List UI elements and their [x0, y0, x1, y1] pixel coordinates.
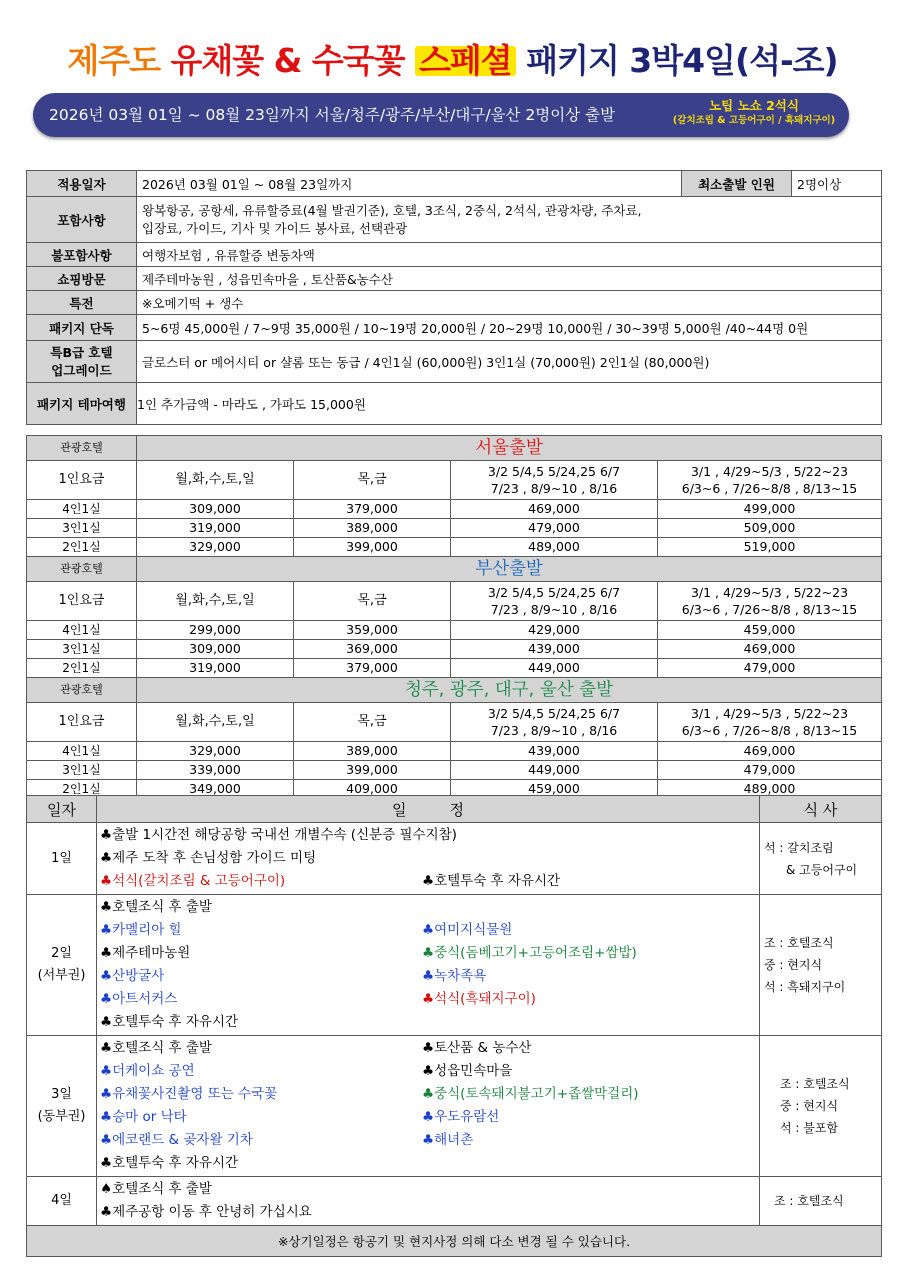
room-type: 4인1실 [27, 621, 137, 640]
banner-badge [669, 97, 839, 128]
room-type: 2인1실 [27, 659, 137, 678]
col-peak-2-line-2: 6/3~6 , 7/26~8/8 , 8/13~15 [681, 481, 858, 496]
day-2-item: ♣산방굴사 [100, 968, 165, 984]
day-2-items [97, 895, 760, 1036]
price-weekday: 319,000 [137, 659, 294, 678]
day-2-meals [760, 895, 882, 1036]
day-2-label [27, 895, 97, 1036]
price-peak-2: 459,000 [658, 621, 882, 640]
hotel-label: 관광호텔 [27, 678, 137, 703]
room-type: 4인1실 [27, 500, 137, 519]
col-weekday: 월,화,수,토,일 [137, 703, 294, 742]
meal-item: 조 : 호텔조식 [774, 1194, 844, 1208]
price-peak-1: 449,000 [451, 761, 658, 780]
price-thu-fri: 389,000 [294, 519, 451, 538]
price-peak-2: 519,000 [658, 538, 882, 557]
day-1-item: ♣호텔투숙 후 자유시간 [422, 873, 561, 889]
price-weekday: 299,000 [137, 621, 294, 640]
upgrade-label-line-2: 업그레이드 [51, 362, 112, 378]
price-peak-2: 479,000 [658, 761, 882, 780]
per-person-label: 1인요금 [27, 461, 137, 500]
price-row [27, 500, 882, 519]
day-3-meals [760, 1036, 882, 1177]
meal-item: 석 : 갈치조림 [764, 840, 834, 855]
schedule-header-meal: 식 사 [760, 796, 882, 823]
include-value [137, 197, 882, 243]
col-thu-fri: 목,금 [294, 582, 451, 621]
price-thu-fri: 399,000 [294, 538, 451, 557]
theme-value: 1인 추가금액 - 마라도 , 가파도 15,000원 [137, 383, 882, 425]
col-thu-fri: 목,금 [294, 461, 451, 500]
col-peak-2-line-1: 3/1 , 4/29~5/3 , 5/22~23 [690, 706, 849, 721]
schedule-header-day: 일자 [27, 796, 97, 823]
price-thu-fri: 359,000 [294, 621, 451, 640]
col-peak-2-line-2: 6/3~6 , 7/26~8/8 , 8/13~15 [681, 723, 858, 738]
col-peak-2-line-1: 3/1 , 4/29~5/3 , 5/22~23 [690, 464, 849, 479]
day-3-item: ♣토산품 & 농수산 [422, 1040, 532, 1056]
day-3-item: ♣우도유람선 [422, 1109, 500, 1125]
schedule-header-itinerary: 일 정 [97, 796, 760, 823]
price-row [27, 659, 882, 678]
day-1-item: ♣출발 1시간전 해당공항 국내선 개별수속 (신분증 필수지참) [100, 827, 457, 843]
title-part-flowers: 유채꽃 & 수국꽃 [170, 41, 405, 80]
price-weekday: 309,000 [137, 640, 294, 659]
day-3-item: ♣더케이쇼 공연 [100, 1063, 195, 1079]
col-peak-1 [451, 703, 658, 742]
min-people-value: 2명이상 [792, 171, 882, 197]
day-2-item: ♣호텔투숙 후 자유시간 [100, 1014, 239, 1030]
exclude-label: 불포함사항 [27, 243, 137, 267]
price-thu-fri: 379,000 [294, 500, 451, 519]
theme-label: 패키지 테마여행 [27, 383, 137, 425]
price-thu-fri: 379,000 [294, 659, 451, 678]
day-2-item: ♣중식(돔베고기+고등어조림+쌈밥) [422, 945, 637, 961]
price-weekday: 339,000 [137, 761, 294, 780]
price-thu-fri: 389,000 [294, 742, 451, 761]
include-line-2: 입장료, 가이드, 기사 및 가이드 봉사료, 선택관광 [142, 220, 408, 236]
price-row [27, 519, 882, 538]
period-banner [33, 93, 849, 137]
room-type: 3인1실 [27, 640, 137, 659]
day-3-item: ♣호텔투숙 후 자유시간 [100, 1155, 239, 1171]
col-thu-fri: 목,금 [294, 703, 451, 742]
day-3-item: ♣유채꽃사진촬영 또는 수국꽃 [100, 1086, 278, 1102]
period-label: 적용일자 [27, 171, 137, 197]
price-peak-2: 509,000 [658, 519, 882, 538]
day-2-item: ♣제주테마농원 [100, 945, 191, 961]
price-thu-fri: 399,000 [294, 761, 451, 780]
departure-city: 서울출발 [137, 436, 882, 461]
min-people-label: 최소출발 인원 [682, 171, 792, 197]
col-peak-1-line-1: 3/2 5/4,5 5/24,25 6/7 [487, 464, 621, 479]
title-part-jeju: 제주도 [67, 41, 161, 80]
title-special-badge: 스페셜 [415, 46, 516, 76]
room-type: 2인1실 [27, 780, 137, 799]
shopping-value: 제주테마농원 , 성읍민속마을 , 토산품&농수산 [137, 267, 882, 291]
day-3-label-line-2: (동부권) [37, 1109, 86, 1124]
footer-notice: ※상기일정은 항공기 및 현지사정 의해 다소 변경 될 수 있습니다. [27, 1226, 882, 1257]
day-4-items [97, 1177, 760, 1226]
price-peak-1: 439,000 [451, 640, 658, 659]
price-row [27, 761, 882, 780]
price-row [27, 640, 882, 659]
col-peak-1-line-1: 3/2 5/4,5 5/24,25 6/7 [487, 585, 621, 600]
day-4-label: 4일 [27, 1177, 97, 1226]
shopping-label: 쇼핑방문 [27, 267, 137, 291]
price-thu-fri: 369,000 [294, 640, 451, 659]
room-type: 4인1실 [27, 742, 137, 761]
price-peak-2: 479,000 [658, 659, 882, 678]
col-peak-2-line-1: 3/1 , 4/29~5/3 , 5/22~23 [690, 585, 849, 600]
banner-text: 2026년 03월 01일 ~ 08월 23일까지 서울/청주/광주/부산/대구/울산 2명이상 출발 [49, 106, 616, 124]
col-peak-1-line-2: 7/23 , 8/9~10 , 8/16 [490, 723, 618, 738]
price-peak-1: 429,000 [451, 621, 658, 640]
room-type: 3인1실 [27, 519, 137, 538]
price-row [27, 621, 882, 640]
col-weekday: 월,화,수,토,일 [137, 582, 294, 621]
title-suffix: (석-조) [735, 41, 838, 80]
day-3-item: ♣성읍민속마을 [422, 1063, 513, 1079]
upgrade-value: 글로스터 or 메어시티 or 샬롬 또는 동급 / 4인1실 (60,000원) 3인1실 (70,000원) 2인1실 (80,000원) [137, 341, 882, 383]
meal-item: 조 : 호텔조식 [780, 1077, 850, 1091]
price-table [26, 435, 882, 799]
day-4-meals [760, 1177, 882, 1226]
day-3-item: ♣중식(토속돼지불고기+좁쌀막걸리) [422, 1086, 639, 1102]
price-peak-2: 469,000 [658, 640, 882, 659]
col-peak-2 [658, 582, 882, 621]
col-peak-1-line-2: 7/23 , 8/9~10 , 8/16 [490, 602, 618, 617]
price-peak-2: 469,000 [658, 742, 882, 761]
meal-item: 조 : 호텔조식 [764, 936, 834, 950]
period-value: 2026년 03월 01일 ~ 08월 23일까지 [137, 171, 682, 197]
price-peak-2: 499,000 [658, 500, 882, 519]
day-2-label-line-2: (서부권) [37, 968, 86, 983]
info-table [26, 170, 882, 425]
day-1-label: 1일 [27, 823, 97, 895]
price-weekday: 349,000 [137, 780, 294, 799]
departure-city: 부산출발 [137, 557, 882, 582]
upgrade-label [27, 341, 137, 383]
room-type: 2인1실 [27, 538, 137, 557]
day-1-meals [760, 823, 882, 895]
meal-item: & 고등어구이 [786, 862, 858, 877]
include-line-1: 왕복항공, 공항세, 유류할증료(4월 발권기준), 호텔, 3조식, 2중식, 2석식, 관광차량, 주차료, [142, 202, 642, 218]
meal-item: 석 : 흑돼지구이 [764, 980, 846, 994]
include-label: 포함사항 [27, 197, 137, 243]
per-person-label: 1인요금 [27, 703, 137, 742]
room-type: 3인1실 [27, 761, 137, 780]
col-weekday: 월,화,수,토,일 [137, 461, 294, 500]
col-peak-1 [451, 461, 658, 500]
day-2-item: ♣아트서커스 [100, 991, 178, 1007]
price-weekday: 319,000 [137, 519, 294, 538]
col-peak-1 [451, 582, 658, 621]
col-peak-2 [658, 461, 882, 500]
title-part-package: 패키지 3박4일 [526, 41, 735, 80]
col-peak-2-line-2: 6/3~6 , 7/26~8/8 , 8/13~15 [681, 602, 858, 617]
price-peak-1: 479,000 [451, 519, 658, 538]
price-row [27, 538, 882, 557]
price-weekday: 329,000 [137, 538, 294, 557]
day-3-item: ♣호텔조식 후 출발 [100, 1040, 212, 1056]
day-3-item: ♣에코랜드 & 곶자왈 기차 [100, 1132, 253, 1148]
per-person-label: 1인요금 [27, 582, 137, 621]
price-thu-fri: 409,000 [294, 780, 451, 799]
col-peak-1-line-2: 7/23 , 8/9~10 , 8/16 [490, 481, 618, 496]
upgrade-label-line-1: 특B급 호텔 [50, 344, 113, 360]
price-row [27, 742, 882, 761]
day-2-item: ♣카멜리아 힐 [100, 922, 182, 938]
badge-line-2: (갈치조림 & 고등어구이 / 흑돼지구이) [672, 115, 836, 126]
meal-item: 석 : 불포함 [780, 1121, 839, 1135]
day-3-items [97, 1036, 760, 1177]
day-2-item: ♣여미지식물원 [422, 922, 513, 938]
hotel-label: 관광호텔 [27, 436, 137, 461]
hotel-label: 관광호텔 [27, 557, 137, 582]
exclude-value: 여행자보험 , 유류할증 변동차액 [137, 243, 882, 267]
perk-label: 특전 [27, 291, 137, 315]
price-peak-1: 459,000 [451, 780, 658, 799]
price-peak-1: 449,000 [451, 659, 658, 678]
perk-value: ※오메기떡 + 생수 [137, 291, 882, 315]
meal-item: 중 : 현지식 [780, 1099, 839, 1113]
day-4-item: ♠호텔조식 후 출발 [100, 1181, 212, 1197]
day-3-label-line-1: 3일 [51, 1087, 72, 1102]
group-price-label: 패키지 단독 [27, 315, 137, 341]
day-2-item: ♣녹차족욕 [422, 968, 487, 984]
price-peak-1: 469,000 [451, 500, 658, 519]
group-price-value: 5~6명 45,000원 / 7~9명 35,000원 / 10~19명 20,000원 / 20~29명 10,000원 / 30~39명 5,000원 /40~44명 0원 [137, 315, 882, 341]
day-3-label [27, 1036, 97, 1177]
departure-city: 청주, 광주, 대구, 울산 출발 [137, 678, 882, 703]
schedule-table [26, 795, 882, 1257]
day-3-item: ♣승마 or 낙타 [100, 1109, 187, 1125]
price-weekday: 329,000 [137, 742, 294, 761]
day-3-item: ♣해녀촌 [422, 1132, 474, 1148]
day-1-item: ♣석식(갈치조림 & 고등어구이) [100, 873, 286, 889]
price-weekday: 309,000 [137, 500, 294, 519]
price-peak-2: 489,000 [658, 780, 882, 799]
day-2-item: ♣석식(흑돼지구이) [422, 991, 536, 1007]
day-1-item: ♣제주 도착 후 손님성함 가이드 미팅 [100, 850, 317, 866]
price-peak-1: 489,000 [451, 538, 658, 557]
day-4-item: ♣제주공항 이동 후 안녕히 가십시요 [100, 1204, 312, 1220]
col-peak-1-line-1: 3/2 5/4,5 5/24,25 6/7 [487, 706, 621, 721]
day-2-item: ♣호텔조식 후 출발 [100, 899, 212, 915]
day-1-items [97, 823, 760, 895]
col-peak-2 [658, 703, 882, 742]
day-2-label-line-1: 2일 [51, 946, 72, 961]
page-title [0, 38, 905, 84]
badge-line-1: 노팁 노쇼 2석식 [709, 98, 799, 113]
meal-item: 중 : 현지식 [764, 958, 823, 972]
price-peak-1: 439,000 [451, 742, 658, 761]
